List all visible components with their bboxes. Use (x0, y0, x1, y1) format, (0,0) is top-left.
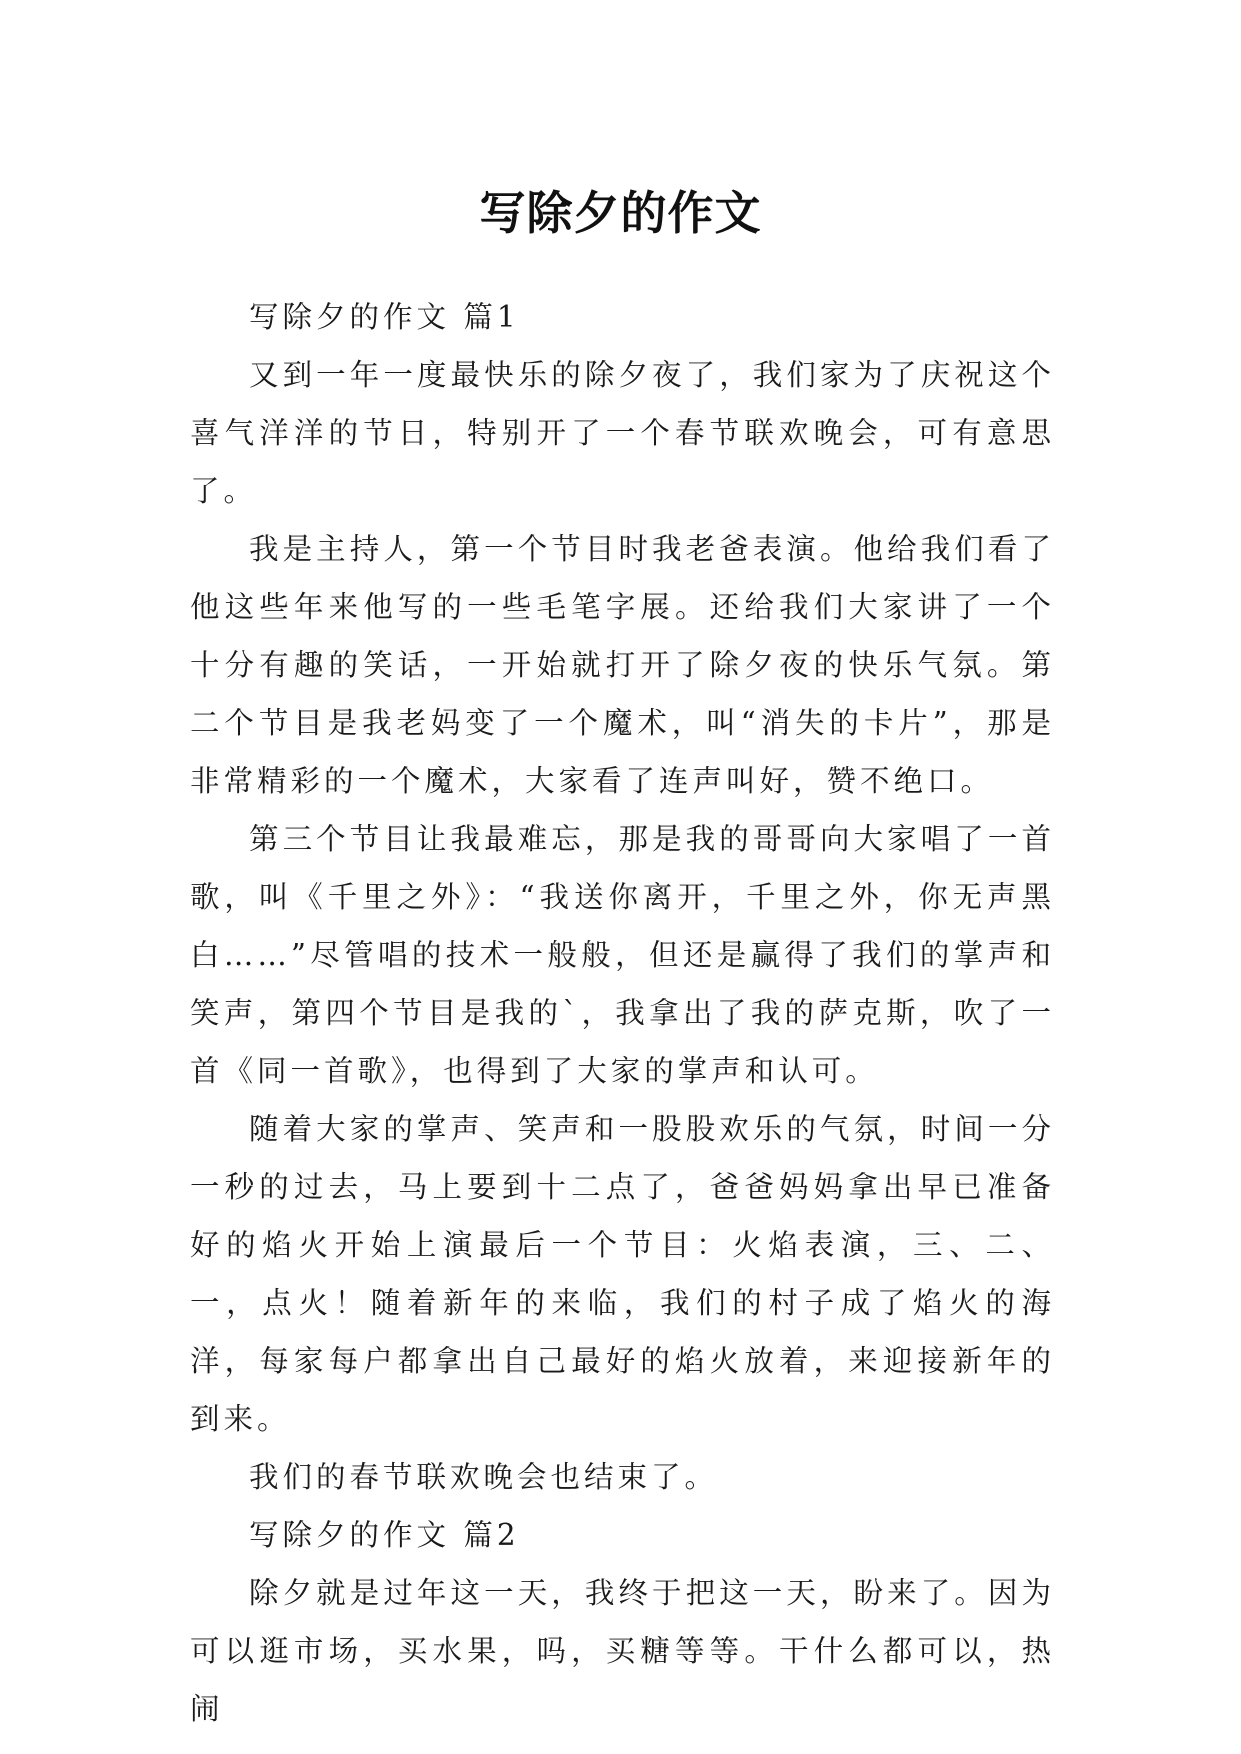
paragraph: 除夕就是过年这一天，我终于把这一天，盼来了。因为可以逛市场，买水果，吗，买糖等等。干什么都可以，热闹 (190, 1576, 1055, 1726)
document-title: 写除夕的作文 (479, 185, 762, 240)
document-body (190, 288, 1055, 1738)
section-heading: 写除夕的作文 篇2 (249, 1518, 520, 1552)
paragraph: 我是主持人，第一个节目时我老爸表演。他给我们看了他这些年来他写的一些毛笔字展。还给我们大家讲了一个十分有趣的笑话，一开始就打开了除夕夜的快乐气氛。第二个节目是我老妈变了一个魔术，叫“消失的卡片”，那是非常精彩的一个魔术，大家看了连声叫好，赞不绝口。 (190, 532, 1055, 798)
paragraph: 第三个节目让我最难忘，那是我的哥哥向大家唱了一首歌，叫《千里之外》：“我送你离开，千里之外，你无声黑白……”尽管唱的技术一般般，但还是赢得了我们的掌声和笑声，第四个节目是我的`，我拿出了我的萨克斯，吹了一首《同一首歌》，也得到了大家的掌声和认可。 (190, 822, 1055, 1088)
section-heading: 写除夕的作文 篇1 (249, 300, 520, 334)
paragraph: 我们的春节联欢晚会也结束了。 (249, 1460, 719, 1494)
paragraph: 又到一年一度最快乐的除夕夜了，我们家为了庆祝这个喜气洋洋的节日，特别开了一个春节联欢晚会，可有意思了。 (190, 358, 1055, 508)
paragraph: 随着大家的掌声、笑声和一股股欢乐的气氛，时间一分一秒的过去，马上要到十二点了，爸爸妈妈拿出早已准备好的焰火开始上演最后一个节目：火焰表演，三、二、一，点火！随着新年的来临，我们的村子成了焰火的海洋，每家每户都拿出自己最好的焰火放着，来迎接新年的到来。 (190, 1112, 1055, 1436)
